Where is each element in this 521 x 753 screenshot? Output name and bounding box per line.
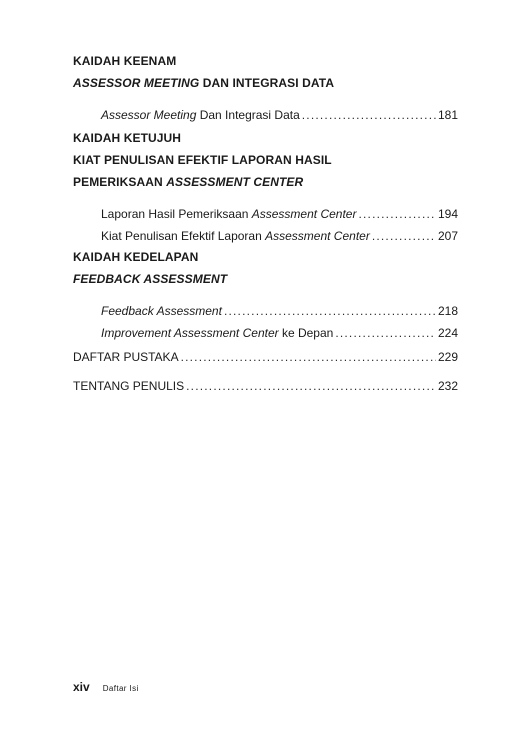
- toc-entry-title-italic: Improvement Assessment Center: [101, 326, 279, 340]
- toc-entry-title-rest: Laporan Hasil Pemeriksaan: [101, 207, 252, 221]
- toc-entry-title-rest: Kiat Penulisan Efektif Laporan: [101, 229, 266, 243]
- toc-entry-title-italic: Assessor Meeting: [101, 108, 197, 122]
- chapter-7: [73, 127, 458, 247]
- toc-entry[interactable]: [101, 104, 458, 126]
- chapter-entries: [73, 203, 458, 247]
- dot-leader: [302, 104, 436, 126]
- toc-entry-title: [101, 300, 222, 322]
- toc-entry-page: 181: [437, 108, 458, 122]
- dot-leader: [186, 375, 436, 397]
- toc-entry-title-italic: Assessment Center: [265, 229, 370, 243]
- toc-entry-tentang-penulis[interactable]: [73, 375, 458, 397]
- chapter-6: [73, 50, 458, 126]
- toc-entry-title-italic: Assessment Center: [251, 207, 357, 221]
- chapter-8: [73, 246, 458, 344]
- dot-leader: [224, 300, 436, 322]
- toc-entry[interactable]: [101, 225, 458, 247]
- toc-entry-title-italic: Feedback Assessment: [101, 304, 222, 318]
- toc-entry-page: 232: [437, 379, 458, 393]
- toc-entry-page: 218: [437, 304, 458, 318]
- toc-entry-page: 224: [437, 326, 458, 340]
- chapter-title: KIAT PENULISAN EFEKTIF LAPORAN HASIL: [73, 153, 332, 167]
- chapter-title-italic: ASSESSOR MEETING: [73, 76, 200, 90]
- chapter-title-rest: DAN INTEGRASI DATA: [199, 76, 335, 90]
- footer-page-number: xiv: [73, 680, 90, 694]
- toc-entry-title: DAFTAR PUSTAKA: [73, 350, 179, 364]
- toc-entry[interactable]: [101, 203, 458, 225]
- chapter-heading: KAIDAH KEENAM: [73, 54, 177, 68]
- chapter-title-italic: FEEDBACK ASSESSMENT: [73, 272, 228, 286]
- chapter-heading: KAIDAH KETUJUH: [73, 131, 182, 145]
- chapter-title: [73, 268, 458, 290]
- chapter-title-rest: PEMERIKSAAN: [73, 175, 167, 189]
- dot-leader: [358, 203, 436, 225]
- toc-entry-page: 229: [437, 350, 458, 364]
- chapter-title-cont: [73, 171, 458, 193]
- chapter-title-italic: ASSESSMENT CENTER: [166, 175, 304, 189]
- chapter-title: [73, 72, 458, 94]
- toc-entry-title-rest: Dan Integrasi Data: [196, 108, 300, 122]
- dot-leader: [372, 225, 436, 247]
- toc-entry[interactable]: [101, 322, 458, 344]
- chapter-heading: KAIDAH KEDELAPAN: [73, 250, 199, 264]
- toc-entry-title: [101, 225, 370, 247]
- dot-leader: [335, 322, 436, 344]
- chapter-entries: [73, 300, 458, 344]
- toc-entry-title: [101, 104, 300, 126]
- toc-entry-daftar-pustaka[interactable]: [73, 346, 458, 368]
- page-footer: [73, 680, 139, 694]
- dot-leader: [181, 346, 436, 368]
- toc-entry-title: [101, 322, 333, 344]
- back-matter: [73, 346, 458, 397]
- toc-entry-title: [101, 203, 356, 225]
- footer-section-label: Daftar Isi: [102, 684, 139, 693]
- toc-entry-title: TENTANG PENULIS: [73, 379, 185, 393]
- toc-entry[interactable]: [101, 300, 458, 322]
- chapter-entries: [73, 104, 458, 126]
- toc-entry-page: 194: [437, 207, 458, 221]
- toc-entry-title-rest: ke Depan: [278, 326, 334, 340]
- toc-entry-page: 207: [437, 229, 458, 243]
